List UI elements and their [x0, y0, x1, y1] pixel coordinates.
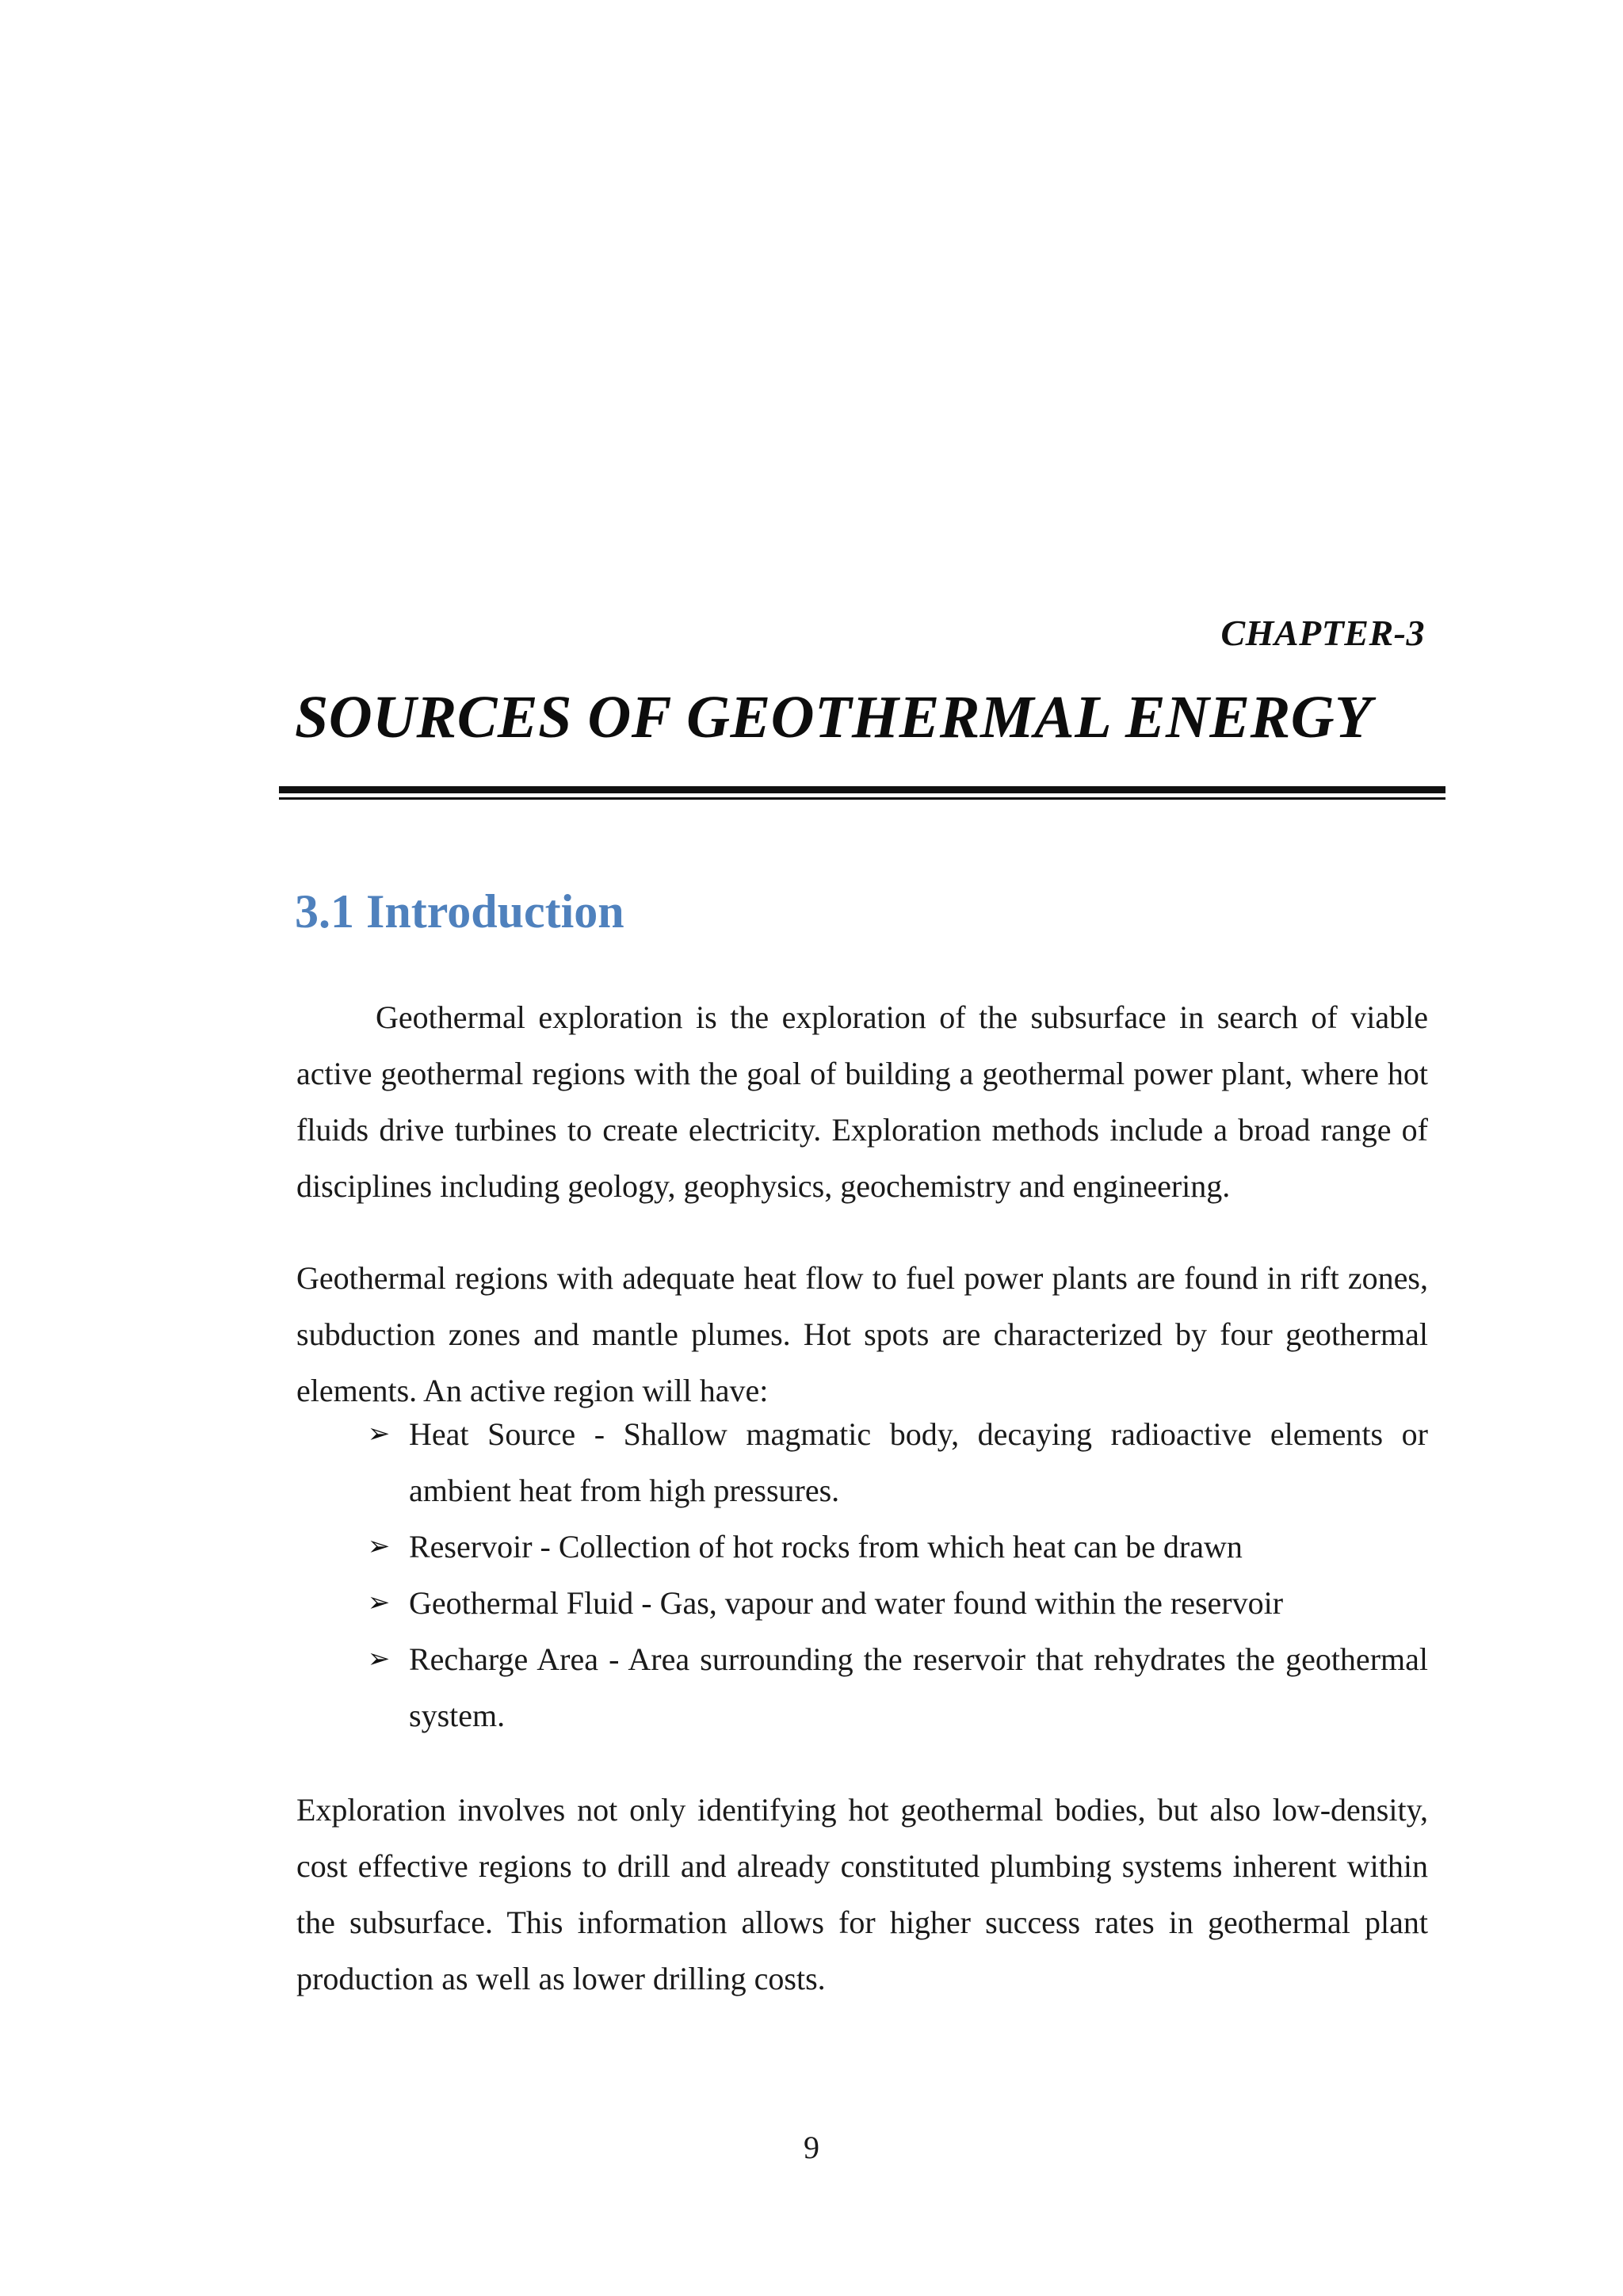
- list-item: [296, 1575, 1428, 1631]
- list-item: [296, 1406, 1428, 1519]
- intro-paragraph: Geothermal exploration is the exploration of the subsurface in search of viable active geothermal regions with the goal of building a geothermal power plant, where hot fluids drive turbines to create electricity. Exploration methods include a broad range of disciplines including geology, geophysics, geochemistry and engineering.: [296, 999, 1428, 1204]
- list-item: [296, 1519, 1428, 1575]
- title-divider-thick: [279, 786, 1445, 793]
- list-item-text: Heat Source - Shallow magmatic body, decaying radioactive elements or ambient heat from high pressures.: [409, 1416, 1428, 1508]
- title-divider-thin: [279, 797, 1445, 800]
- page-number: 9: [804, 2130, 819, 2165]
- arrow-bullet-icon: ➢: [367, 1418, 391, 1450]
- arrow-bullet-icon: ➢: [367, 1530, 391, 1562]
- chapter-label: CHAPTER-3: [1220, 613, 1425, 653]
- list-item-text: Reservoir - Collection of hot rocks from which heat can be drawn: [409, 1529, 1243, 1564]
- list-item: [296, 1631, 1428, 1744]
- chapter-title: SOURCES OF GEOTHERMAL ENERGY: [295, 684, 1373, 751]
- regions-paragraph: Geothermal regions with adequate heat flow to fuel power plants are found in rift zones, subduction zones and mantle plumes. Hot spots are characterized by four geothermal elements. An active region will have:: [296, 1260, 1428, 1408]
- arrow-bullet-icon: ➢: [367, 1643, 391, 1675]
- exploration-paragraph: Exploration involves not only identifying hot geothermal bodies, but also low-density, cost effective regions to drill and already constituted plumbing systems inherent within the subsurface. This information allows for higher success rates in geothermal plant production as well as lower drilling costs.: [296, 1792, 1428, 1996]
- list-item-text: Geothermal Fluid - Gas, vapour and water found within the reservoir: [409, 1585, 1284, 1621]
- list-item-text: Recharge Area - Area surrounding the reservoir that rehydrates the geothermal system.: [409, 1641, 1428, 1733]
- section-heading: 3.1 Introduction: [295, 885, 624, 938]
- arrow-bullet-icon: ➢: [367, 1587, 391, 1618]
- geothermal-elements-list: [296, 1406, 1428, 1744]
